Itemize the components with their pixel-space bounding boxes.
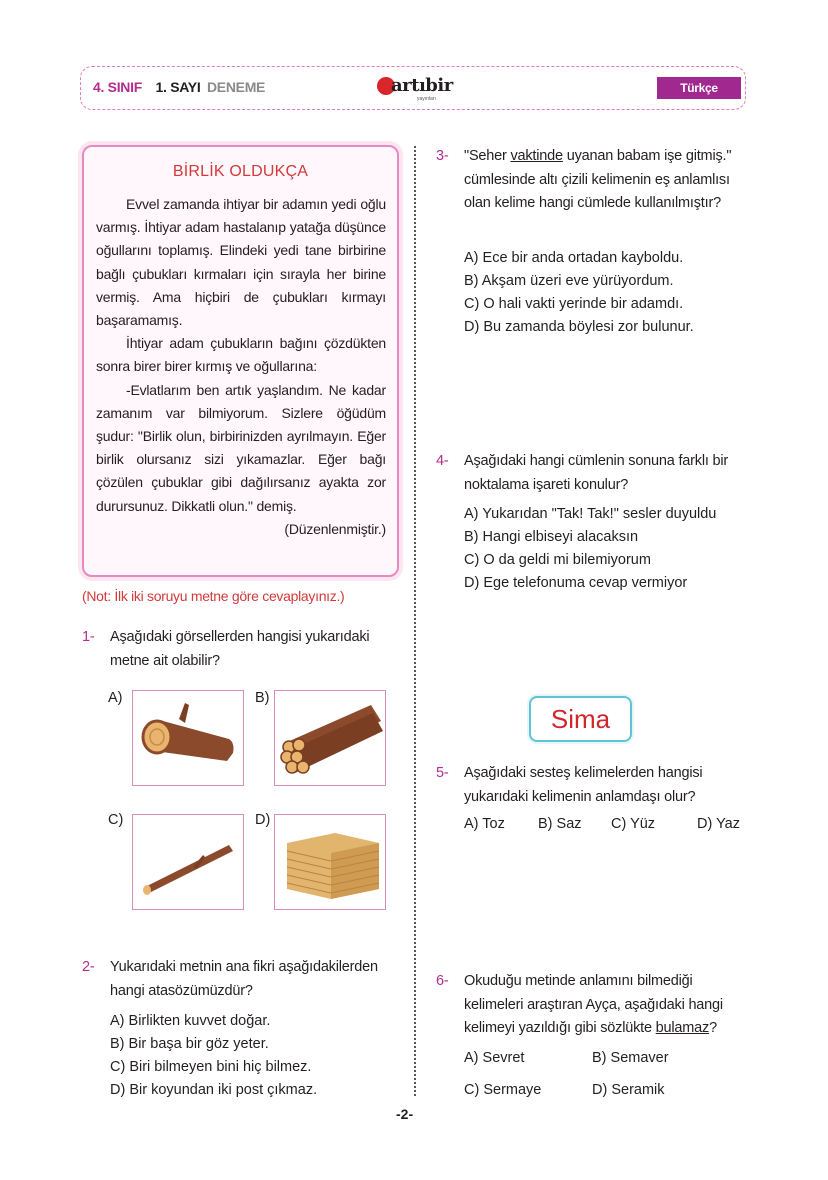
column-divider (414, 146, 416, 1096)
passage-body (96, 193, 386, 541)
publisher-logo (377, 73, 459, 105)
question-text-part: Okuduğu metinde anlamını bilmediği kelimeleri araştıran Ayça, aşağıdaki hangi kelimeyi yazıldığı gibi sözlükte (464, 973, 723, 1036)
option-c[interactable]: C) O da geldi mi bilemiyorum (464, 552, 651, 568)
word-box: Sima (529, 696, 632, 742)
question-text: Aşağıdaki görsellerden hangisi yukarıdaki metne ait olabilir? (110, 629, 370, 669)
question-text-part: uyanan babam işe gitmiş." cümlesinde altı çizili kelimenin eş anlamlısı olan kelime hangi cümlede kullanılmıştır? (464, 148, 732, 211)
page-number: -2- (396, 1106, 414, 1122)
option-b[interactable]: B) Akşam üzeri eve yürüyordum. (464, 273, 674, 289)
option-c[interactable]: C) Biri bilmeyen bini hiç bilmez. (110, 1059, 312, 1075)
option-d[interactable]: D) Bir koyundan iki post çıkmaz. (110, 1082, 318, 1098)
option-d[interactable]: D) Yaz (697, 816, 740, 832)
header-left (93, 79, 265, 95)
option-c[interactable]: C) Yüz (611, 816, 656, 832)
option-d[interactable]: D) Bu zamanda böylesi zor bulunur. (464, 319, 694, 335)
question-text: Aşağıdaki hangi cümlenin sonuna farklı bir noktalama işareti konulur? (464, 453, 729, 493)
underlined-word: bulamaz (655, 1020, 710, 1036)
passage-title: BİRLİK OLDUKÇA (172, 163, 309, 180)
single-log-icon (133, 691, 245, 787)
option-c[interactable]: C) O hali vakti yerinde bir adamdı. (464, 296, 684, 312)
grade-label: 4. SINIF (93, 79, 142, 95)
option-b[interactable]: B) Saz (538, 816, 582, 832)
question-text-part: ? (709, 1020, 717, 1036)
question-text: Yukarıdaki metnin ana fikri aşağıdakilerden hangi atasözümüzdür? (110, 959, 378, 999)
question-text: Aşağıdaki sesteş kelimelerden hangisi yukarıdaki kelimenin anlamdaşı olur? (464, 765, 703, 805)
option-b-label[interactable]: B) (255, 690, 270, 706)
log-bundle-icon (275, 691, 387, 787)
issue-label: 1. SAYI (155, 79, 201, 95)
option-b-bundle-image[interactable] (274, 690, 386, 786)
option-b[interactable]: B) Hangi elbiseyi alacaksın (464, 529, 639, 545)
question-number: 4- (436, 453, 449, 469)
passage-source: (Düzenlenmiştir.) (284, 520, 386, 537)
option-c-stick-image[interactable] (132, 814, 244, 910)
option-d[interactable]: D) Ege telefonuma cevap vermiyor (464, 575, 688, 591)
option-a[interactable]: A) Sevret (464, 1050, 525, 1066)
exam-label: DENEME (207, 79, 266, 95)
option-a[interactable]: A) Birlikten kuvvet doğar. (110, 1013, 271, 1029)
question-number: 6- (436, 973, 449, 989)
stick-icon (133, 815, 245, 911)
question-text (464, 145, 748, 216)
option-a[interactable]: A) Ece bir anda ortadan kayboldu. (464, 250, 684, 266)
question-number: 2- (82, 959, 95, 975)
passage-paragraph: -Evlatlarım ben artık yaşlandım. Ne kadar zamanım var bilmiyorum. Sizlere öğüdüm şudur: "Birlik olun, birbirinizden ayrılmayın. Eğer birlik olursanız sizi yıkamazlar. Eğer bağı çözülen çubuklar gibi dağılırsanız ayakta zor durursunuz. Dikkatli olun." demiş. (96, 381, 386, 514)
option-b[interactable]: B) Bir başa bir göz yeter. (110, 1036, 269, 1052)
instruction-note: (Not: İlk iki soruyu metne göre cevaplayınız.) (82, 588, 345, 604)
subject-badge: Türkçe (657, 77, 741, 99)
option-d-label[interactable]: D) (255, 812, 271, 828)
option-a[interactable]: A) Yukarıdan "Tak! Tak!" sesler duyuldu (464, 506, 717, 522)
logo-text: artıbir (391, 75, 453, 96)
underlined-word: vaktinde (510, 148, 563, 164)
planks-icon (275, 815, 387, 911)
reading-passage (82, 145, 399, 577)
option-a-label[interactable]: A) (108, 690, 123, 706)
option-c-label[interactable]: C) (108, 812, 124, 828)
page-header (80, 66, 746, 110)
option-d[interactable]: D) Seramik (592, 1082, 665, 1098)
question-number: 3- (436, 148, 449, 164)
question-text (464, 970, 748, 1041)
option-b[interactable]: B) Semaver (592, 1050, 669, 1066)
logo-subtext: yayınları (417, 96, 436, 102)
question-text-part: "Seher (464, 148, 511, 164)
option-d-planks-image[interactable] (274, 814, 386, 910)
option-a[interactable]: A) Toz (464, 816, 505, 832)
option-a-log-image[interactable] (132, 690, 244, 786)
question-number: 5- (436, 765, 449, 781)
question-number: 1- (82, 629, 95, 645)
option-c[interactable]: C) Sermaye (464, 1082, 542, 1098)
passage-paragraph: Evvel zamanda ihtiyar bir adamın yedi oğlu varmış. İhtiyar adam hastalanıp yatağa düşünce oğullarını toplamış. Elindeki yedi tane birbirine bağlı çubukları kırmaları için sırayla her birine vermiş. Ama hiçbiri de çubukları kırmayı başaramamış. (96, 196, 386, 329)
passage-paragraph: İhtiyar adam çubukların bağını çözdükten sonra birer birer kırmış ve oğullarına: (96, 335, 386, 375)
